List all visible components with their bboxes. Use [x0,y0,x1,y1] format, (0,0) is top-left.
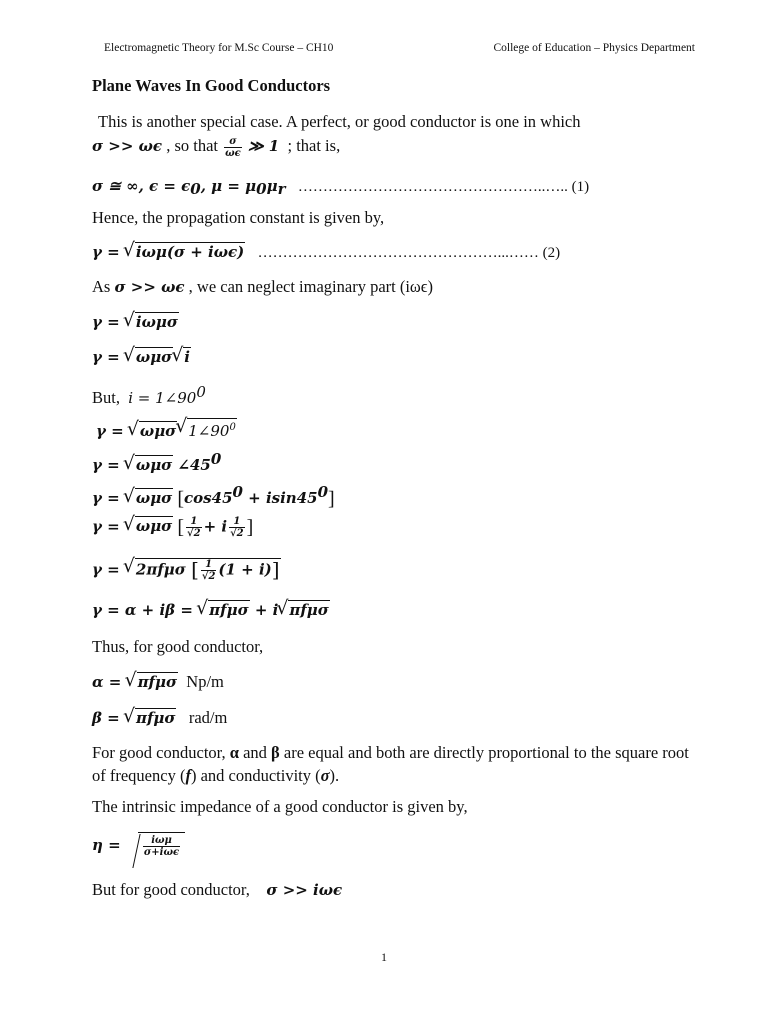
intro-so-that: , so that [166,136,218,155]
equation-1-leader: …………………………………………..….. (1) [297,179,590,195]
equation-gamma-root-half: γ = √ ωμσ [ $\frac{1}{√2}$ + i $\frac{1}{√2}$ ] [92,516,253,539]
equation-gamma-2pi-f: γ = √ 2πfμσ [ $\frac{1}{√2}$ (1 + i)] [92,558,281,582]
intrinsic-impedance-text: The intrinsic impedance of a good conductor is given by, [92,797,468,816]
intro-sentence: This is another special case. A perfect, or good conductor is one in which [98,112,581,131]
propagation-constant-text: Hence, the propagation constant is given by, [92,208,385,227]
header-department: College of Education – Physics Department [493,42,695,54]
i-phasor-text: But, $i = 1\angle 90^0$ [92,383,206,407]
page-number: 1 [381,950,387,964]
equation-beta: β = √ πfμσ rad/m [92,708,227,728]
equation-gamma-cos-sin: γ = √ ωμσ $[\cos 45^0 + isin45^0]$ [92,483,335,511]
proportionality-paragraph: For good conductor, α and β are equal and both are directly proportional to the square root of frequency (f) and conductivity (σ). [92,743,689,785]
equation-eta: η = $\frac{\text{iωμ}}{\text{σ+iωϵ}}$ [92,832,185,858]
equation-gamma-sqrt-split: γ = √ ωμσ√ i [92,347,191,367]
equation-alpha: α = √ πfμσ Np/m [92,672,224,692]
equation-gamma-sqrt-iwms: γ = √ iωμσ [92,312,179,332]
intro-paragraph [92,110,694,159]
equation-gamma-angle-45: γ = √ ωμσ $\angle 45^0$ [92,450,221,475]
equation-gamma-phasor: γ = √ ωμσ√ $1\angle 90^0$ [96,418,237,441]
equation-2: γ = √ iωμ(σ + iωϵ) …………………………………………...…… (2) [92,242,560,262]
condition-sigma-omega: σ >> ωϵ [92,137,163,155]
much-greater-one: ≫ 1 [247,137,280,155]
thus-good-conductor-text: Thus, for good conductor, [92,637,264,656]
neglect-imaginary-text: As σ >> ωϵ , we can neglect imaginary part (iωϵ) [92,277,433,296]
section-heading: Plane Waves In Good Conductors [92,76,331,95]
header-course-title: Electromagnetic Theory for M.Sc Course – CH10 [104,42,334,54]
beta-unit: rad/m [188,708,228,727]
alpha-unit: Np/m [186,672,224,691]
but-good-conductor-text: But for good conductor, σ >> iωϵ [92,880,343,899]
intro-that-is: ; that is, [287,136,341,155]
equation-gamma-alpha-beta: γ = α + iβ = √ πfμσ + i√ πfμσ [92,600,330,620]
equation-2-leader: …………………………………………...…… (2) [257,245,561,261]
equation-1: σ ≅ ∞, $\epsilon = \epsilon_0$, $\mu = \mu_0\mu_r$ …………………………………………..….. (1) [92,177,590,198]
sigma-over-omega-eps-fraction: $\frac{\sigma}{\omega\epsilon}$ [225,135,241,159]
